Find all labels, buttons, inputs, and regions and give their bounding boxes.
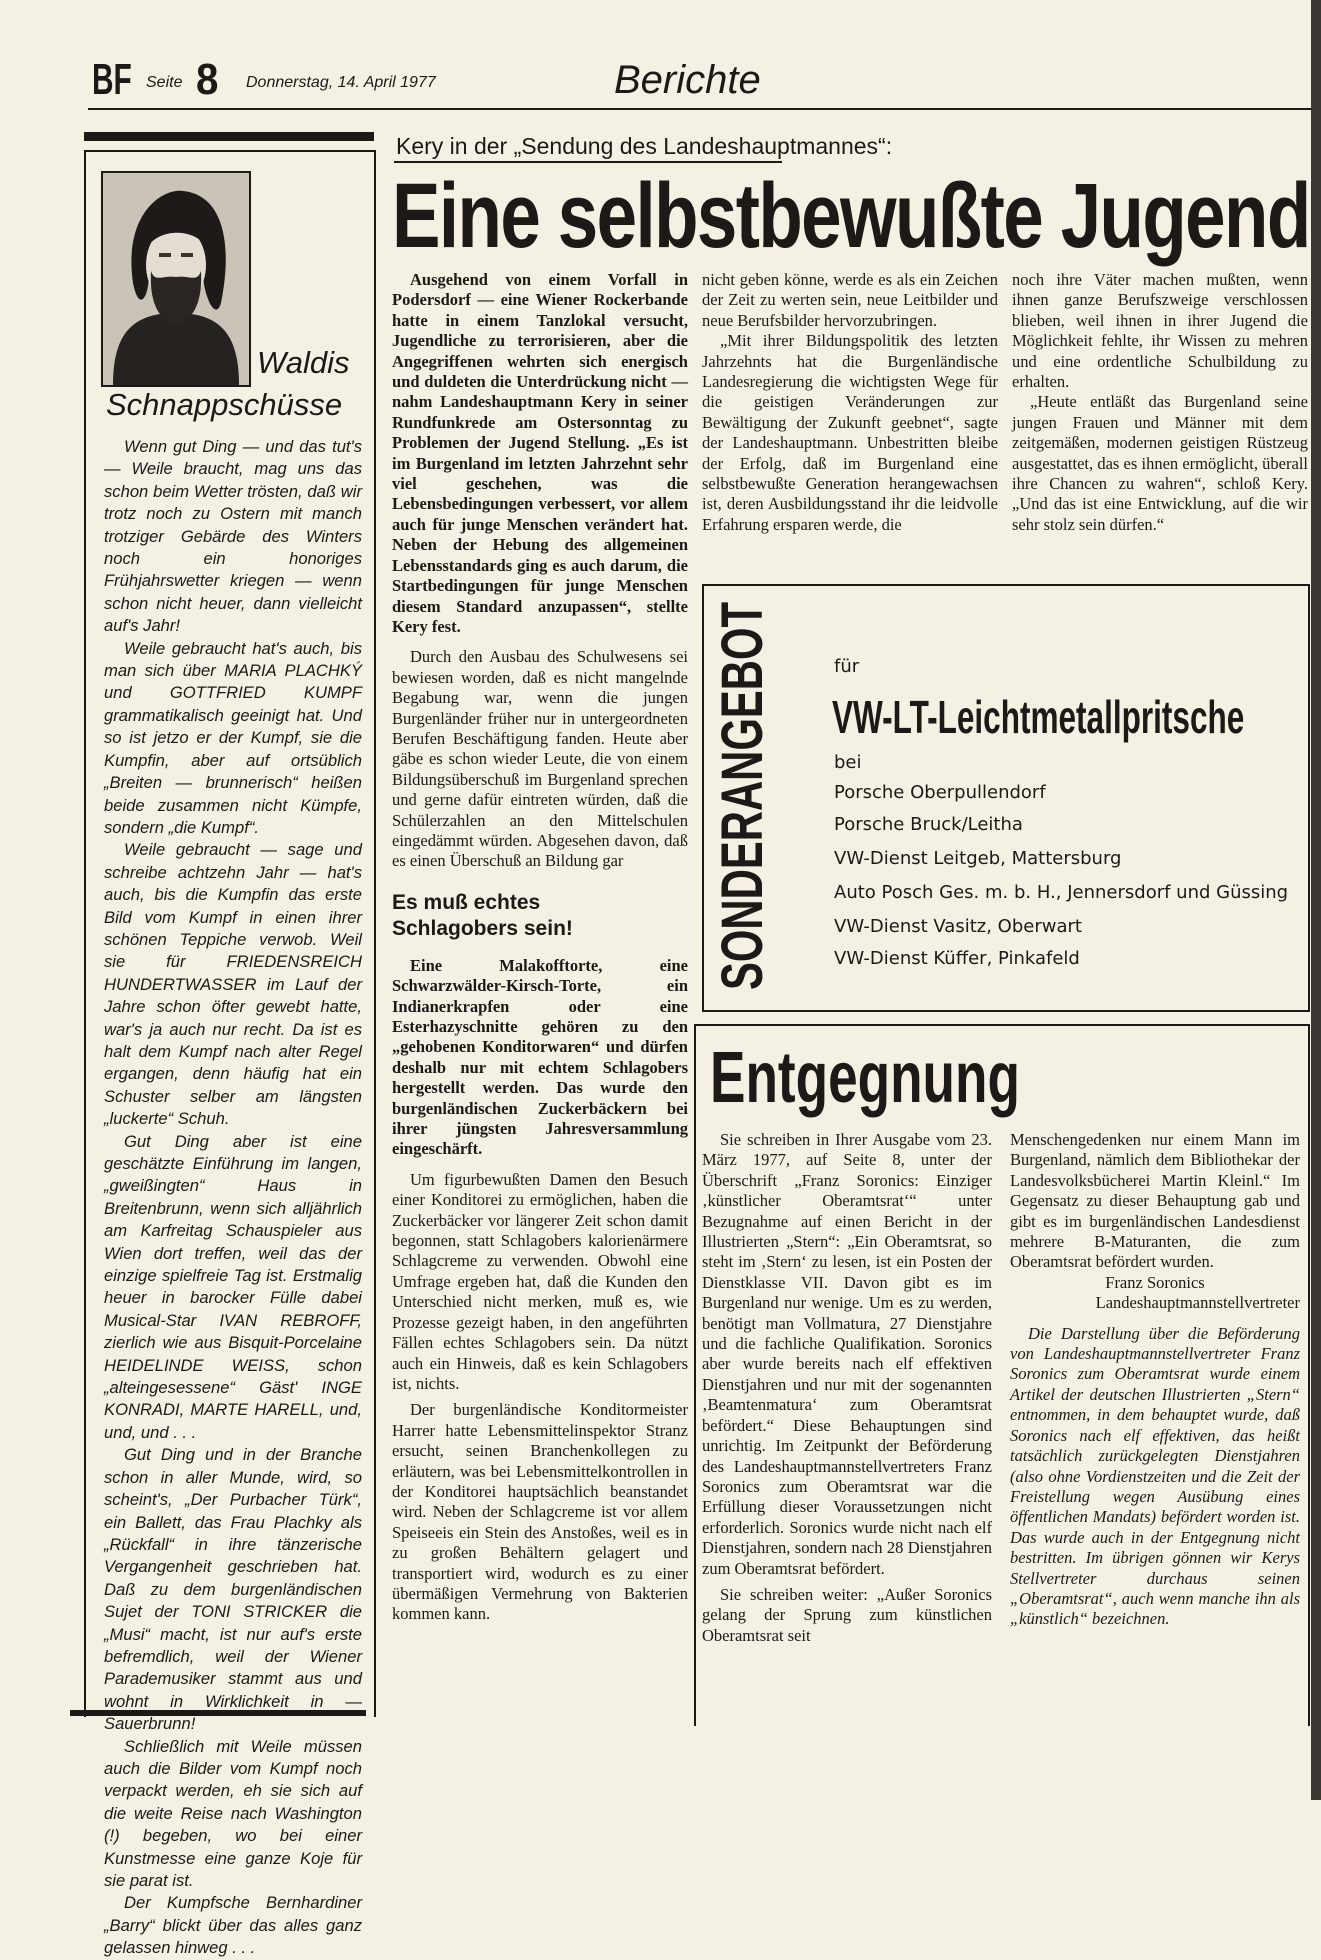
- ad-dealer: VW-Dienst Vasitz, Oberwart: [834, 916, 1082, 937]
- entgegnung-col-1: [702, 1130, 992, 1646]
- advertisement: [702, 584, 1310, 1012]
- article-kicker: Kery in der „Sendung des Landeshauptmannes“:: [396, 133, 893, 159]
- entgegnung-col-2: [1010, 1130, 1300, 1630]
- ad-vertical-title: SONDERANGEBOT: [710, 601, 775, 990]
- article-col-1-stack: [392, 270, 688, 1625]
- column-paragraph: Weile gebraucht — sage und schreibe achtzehn Jahr — hat's auch, bis die Kumpfin das erste Bild vom Kumpf in einen ihrer schönen Teppiche verwob. Weil sie für FRIEDENSREICH HUNDERTWASSER im Lauf der Jahre schon öfter gewebt hatte, war's ja auch nur recht. Da ist es halt dem Kumpf nach alter Regel ergangen, denn häufig hat ein Schuster selber am längsten „luckerte“ Schuh.: [104, 840, 362, 1129]
- ad-dealer: Auto Posch Ges. m. b. H., Jennersdorf und Güssing: [834, 882, 1289, 903]
- article-paragraph: nicht geben könne, werde es als ein Zeichen der Zeit zu werten sein, neue Leitbilder und neue Berufsbilder hervorzubringen.: [702, 270, 998, 330]
- entgegnung-paragraph: Sie schreiben weiter: „Außer Soronics gelang der Sprung zum künstlichen Oberamtsrat seit: [702, 1584, 992, 1645]
- editor-note: Die Darstellung über die Beförderung von Landeshauptmannstellvertreter Franz Soronics zum Oberamtsrat wurde einem Artikel der deutschen Illustrierten „Stern“ entnommen, in dem behauptet wurde, daß Soronics nach elf effektiven, das heißt tatsächlich zurückgelegten Dienstjahren (also ohne Vordienstzeiten und die Zeit der Freistellung wegen Ausübung eines öffentlichen Mandats) befördert worden ist. Das wurde auch in der Entgegnung nicht bestritten. Im übrigen gönnen wir Kerys Stellvertreter durchaus seinen „Oberamtsrat“, auch wenn manche ihn als „künstlich“ bezeichnen.: [1010, 1323, 1300, 1629]
- entgegnung-paragraph: Sie schreiben in Ihrer Ausgabe vom 23. März 1977, auf Seite 8, unter der Überschrift „Franz Soronics: Einziger ‚künstlicher Oberamtsrat‘“ unter Bezugnahme auf einen Bericht in der Illustrierten „Stern“: „Ein Oberamtsrat, so steht im ‚Stern‘ zu lesen, ist ein Posten der Dienstklasse VII. Davon gibt es im Burgenland nur wenige. Um es zu werden, benötigt man Vollmatura, 27 Dienstjahre und die fachliche Qualifikation. Soronics aber wurde bereits nach elf effektiven Dienstjahren und nur mit der sogenannten ‚Beamtenmatura‘ zum Oberamtsrat befördert.“ Diese Behauptungen sind unrichtig. Im Zeitpunkt der Beförderung des Landeshauptmannstellvertreters Franz Soronics zum Oberamtsrat war die Erfüllung dieser Voraussetzungen nicht erforderlich. Soronics wurde nicht nach elf Dienstjahren, sondern nach 28 Dienstjahren zum Oberamtsrat befördert.: [702, 1130, 992, 1578]
- page-number: 8: [196, 55, 219, 104]
- signature-name: Franz Soronics: [1105, 1272, 1205, 1292]
- section-title: Berichte: [614, 58, 761, 102]
- kicker-underline: [394, 161, 782, 163]
- article-col-1-body: [392, 647, 688, 871]
- column-paragraph: Weile gebraucht hat's auch, bis man sich über MARIA PLACHKÝ und GOTTFRIED KUMPF grammatikalisch geeinigt hat. Und so ist jetzo er der Kumpf, sie die Kumpfin, aber auf ortsüblich „Breiten — brunnerisch“ heißen beide zusammen nicht Kümpfe, sondern „die Kumpf“.: [104, 638, 362, 837]
- schlagobers-body: [392, 1170, 688, 1625]
- ad-product: VW-LT-Leichtmetallpritsche: [832, 691, 1245, 743]
- ad-dealer: VW-Dienst Leitgeb, Mattersburg: [834, 848, 1122, 869]
- article-paragraph: noch ihre Väter machen mußten, wenn ihnen ganze Berufszweige verschlossen blieben, weil ihnen in ihrer Jugend die Möglichkeit fehlte, ihr Wissen zu mehren und eine ordentliche Schulbildung zu erhalten.: [1012, 270, 1308, 392]
- page-label: Seite: [146, 74, 183, 91]
- article-lead: Ausgehend von einem Vorfall in Podersdorf — eine Wiener Rockerbande hatte in einem Tanzlokal versucht, Jugendliche zu terrorisieren, aber die Angegriffenen wehrten sich energisch und duldeten die Unterdrückung nicht — nahm Landeshauptmann Kery in seiner Rundfunkrede am Ostersonntag zu Problemen der Jugend Stellung. „Es ist im Burgenland im letzten Jahrzehnt sehr viel geschehen, was die Lebensbedingungen verbessert, vor allem auch für junge Menschen verändert hat. Neben der Hebung des allgemeinen Lebensstandards ging es auch darum, die Startbedingungen für junge Menschen diesem Standard anzupassen“, stellte Kery fest.: [392, 270, 688, 636]
- entgegnung-paragraph: Menschengedenken nur einem Mann im Burgenland, nämlich dem Bibliothekar der Landesvolksbücherei Martin Kleinl.“ Im Gegensatz zu dieser Behauptung gab und gibt es im burgenländischen Landesdienst mehrere B-Maturanten, die zum Oberamtsrat befördert wurden.: [1010, 1130, 1300, 1272]
- column-title-2: Schnappschüsse: [106, 387, 343, 422]
- schlagobers-paragraph: Um figurbewußten Damen den Besuch einer Konditorei zu ermöglichen, haben die Zuckerbäcker vor längerer Zeit schon damit begonnen, statt Schlagobers kalorienärmere Schlagcreme zu verwenden. Obwohl eine Umfrage ergeben hat, daß die Kunden den Unterschied nicht merken, muß es, wie Prozesse gezeigt haben, in den angeführten Fällen echtes Schlagobers sein. Da nützt auch ein Hinweis, daß es kein Schlagobers ist, nichts.: [392, 1169, 688, 1393]
- ad-for: für: [834, 656, 860, 677]
- author-photo: [101, 171, 251, 387]
- schlagobers-lead: Eine Malakofftorte, eine Schwarzwälder-Kirsch-Torte, ein Indianerkrapfen oder eine Esterhazyschnitte gehören zu den „gehobenen Konditorwaren“ und dürfen deshalb nur mit echtem Schlagobers hergestellt werden. Das wurde den burgenländischen Zuckerbäckern bei ihrer jüngsten Jahresversammlung eingeschärft.: [392, 955, 688, 1159]
- article-col-3: [1012, 270, 1308, 535]
- article-col-2: [702, 270, 998, 535]
- column-paragraph: Der Kumpfsche Bernhardiner „Barry“ blickt über das alles ganz gelassen hinweg . . .: [104, 1893, 362, 1958]
- article-paragraph: Durch den Ausbau des Schulwesens sei bewiesen worden, daß es nicht mangelnde Begabung war, wenn die jungen Burgenländer früher nur in untergeordneten Berufen Beschäftigung fanden. Heute aber gäbe es schon wieder Leute, die von einem Bildungsüberschuß im Burgenland sprechen und gerne dafür eintreten würden, daß die Schülerzahlen an den Mittelschulen eingedämmt würden. Abgesehen davon, daß es einen Überschuß an Bildung gar: [392, 647, 688, 871]
- header-rule: [88, 108, 1311, 110]
- ad-dealer: Porsche Bruck/Leitha: [834, 814, 1023, 835]
- article-paragraph: „Mit ihrer Bildungspolitik des letzten Jahrzehnts hat die Burgenländische Landesregierung die wichtigsten Wege für die geistigen Veränderungen zur Bewältigung der Zukunft geebnet“, sagte der Landeshauptmann. Unbestritten bleibe der Erfolg, daß im Burgenland eine selbstbewußte Generation herangewachsen ist, deren Ausbildungsstand ihr die leidvolle Erfahrung ersparen werde, die: [702, 331, 998, 534]
- article-headline: Eine selbstbewußte Jugend: [392, 165, 1310, 267]
- article-col-1: [392, 270, 688, 637]
- scan-edge: [1311, 0, 1321, 1800]
- schlagobers-lead-block: [392, 956, 688, 1160]
- ad-dealer: Porsche Oberpullendorf: [834, 782, 1046, 803]
- column-paragraph: Gut Ding aber ist eine geschätzte Einführung im langen, „gweißingten“ Haus in Breitenbrunn, wenn sich alljährlich am Karfreitag Schauspieler aus Wien dort treffen, weil das der einzige spielfreie Tag ist. Erstmalig heuer in barocker Fülle dabei Musical-Star IVAN REBROFF, zierlich wie aus Bisquit-Porcelaine HEIDELINDE WEISS, schon „alteingesessene“ Gäst' INGE KONRADI, MARTE HARELL, und, und, und . . .: [104, 1131, 362, 1442]
- signature-title: Landeshauptmannstellvertreter: [1095, 1293, 1300, 1313]
- column-top-bar: [84, 132, 374, 141]
- schlagobers-paragraph: Der burgenländische Konditormeister Harrer hatte Lebensmittelinspektor Stranz ersucht, seinen Branchenkollegen zu erläutern, was bei Lebensmittelkontrollen in der Konditorei hauptsächlich beanstandet wird. Neben der Schlagcreme ist vor allem Speiseeis ein Stein des Anstoßes, weil es in zu großen Behältern gelagert und transportiert wird, wodurch es zu einer übermäßigen Vermehrung von Bakterien kommen kann.: [392, 1400, 688, 1624]
- article-paragraph: „Heute entläßt das Burgenland seine jungen Frauen und Männer mit dem zeitgemäßen, modernen geistigen Rüstzeug ausgestattet, das es ihnen ermöglicht, überall ihre Chancen zu wahren“, schloß Kery. „Und das ist eine Entwicklung, auf die wir sehr stolz sein dürfen.“: [1012, 392, 1308, 534]
- entgegnung-headline: Entgegnung: [710, 1038, 1020, 1118]
- column-paragraph: Schließlich mit Weile müssen auch die Bilder vom Kumpf noch verpackt werden, eh sie sich auf die weite Reise nach Washington (!) begeben, wo bei einer Kunstmesse eine ganze Koje für sie parat ist.: [104, 1736, 362, 1890]
- paper-logo: BF: [92, 55, 132, 104]
- ad-at: bei: [834, 752, 862, 773]
- ad-dealer: VW-Dienst Küffer, Pinkafeld: [834, 948, 1080, 969]
- issue-date: Donnerstag, 14. April 1977: [246, 74, 436, 91]
- schlagobers-headline: Es muß echtes Schlagobers sein!: [392, 890, 573, 940]
- column-paragraph: Gut Ding und in der Branche schon in aller Munde, wird, so scheint's, „Der Purbacher Türk“, ein Ballett, das Frau Plachky als „Rückfall“ in ihre tänzerische Vergangenheit geschrieben hat. Daß zu dem burgenländischen Sujet der TONI STRICKER die „Musi“ macht, ist nur auf's erste befremdlich, weil der Wiener Parademusiker stammt aus und wohnt in Wirklichkeit in — Sauerbrunn!: [104, 1445, 362, 1734]
- portrait-image: [103, 173, 249, 385]
- column-text: [104, 436, 362, 1960]
- column-paragraph: Wenn gut Ding — und das tut's — Weile braucht, mag uns das schon beim Wetter trösten, daß wir trotz noch zu Ostern mit manch trotziger Gebärde des Winters noch ein honoriges Frühjahrswetter kriegen — wenn schon nicht heuer, dann vielleicht auf's Jahr!: [104, 437, 362, 636]
- column-title-1: Waldis: [257, 345, 350, 380]
